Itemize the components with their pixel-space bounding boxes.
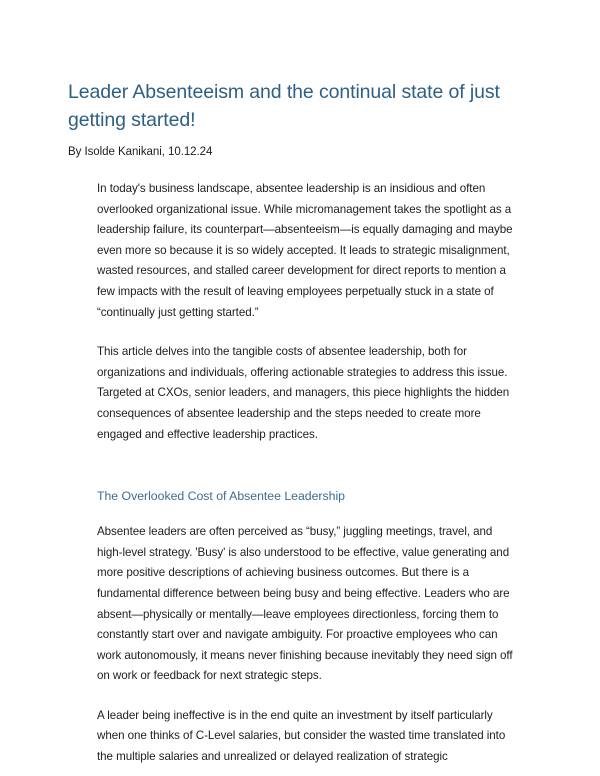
- section-heading-overlooked-cost: The Overlooked Cost of Absentee Leadership: [97, 489, 345, 504]
- page-title: Leader Absenteeism and the continual state of just getting started!: [68, 81, 500, 131]
- section-spacer: [97, 464, 514, 486]
- intro-paragraph-2: This article delves into the tangible costs of absentee leadership, both for organizations and individuals, offering actionable strategies to address this issue. Targeted at CXOs, senior leaders, and managers, this piece highlights the hidden consequences of absentee leadership and the steps needed to create more engaged and effective leadership practices.: [97, 345, 510, 441]
- section-paragraph-2: A leader being ineffective is in the end quite an investment by itself particularly when one thinks of C-Level salaries, but consider the wasted time translated into the multiple salaries and unrealized or delayed realization of strategic: [97, 708, 506, 764]
- section-paragraph-1: Absentee leaders are often perceived as “busy,” juggling meetings, travel, and high-level strategy. 'Busy' is also understood to be effective, value generating and more positive descriptions of achieving business outcomes. But there is a fundamental difference between being busy and being effective. Leaders who are absent—physically or mentally—leave employees directionless, forcing them to constantly start over and navigate ambiguity. For proactive employees who can work autonomously, it means never finishing because inevitably they need sign off on work or feedback for next strategic steps.: [97, 525, 513, 683]
- article-body: [68, 179, 514, 768]
- article-container: [68, 78, 530, 768]
- intro-paragraph-1: In today's business landscape, absentee leadership is an insidious and often overlooked organizational issue. While micromanagement takes the spotlight as a leadership failure, its counterpart—absenteeism—is equally damaging and maybe even more so because it is so widely accepted. It leads to strategic misalignment, wasted resources, and stalled career development for direct reports to mention a few impacts with the result of leaving employees perpetually stuck in a state of “continually just getting started.”: [97, 182, 513, 319]
- article-byline: By Isolde Kanikani, 10.12.24: [68, 146, 213, 158]
